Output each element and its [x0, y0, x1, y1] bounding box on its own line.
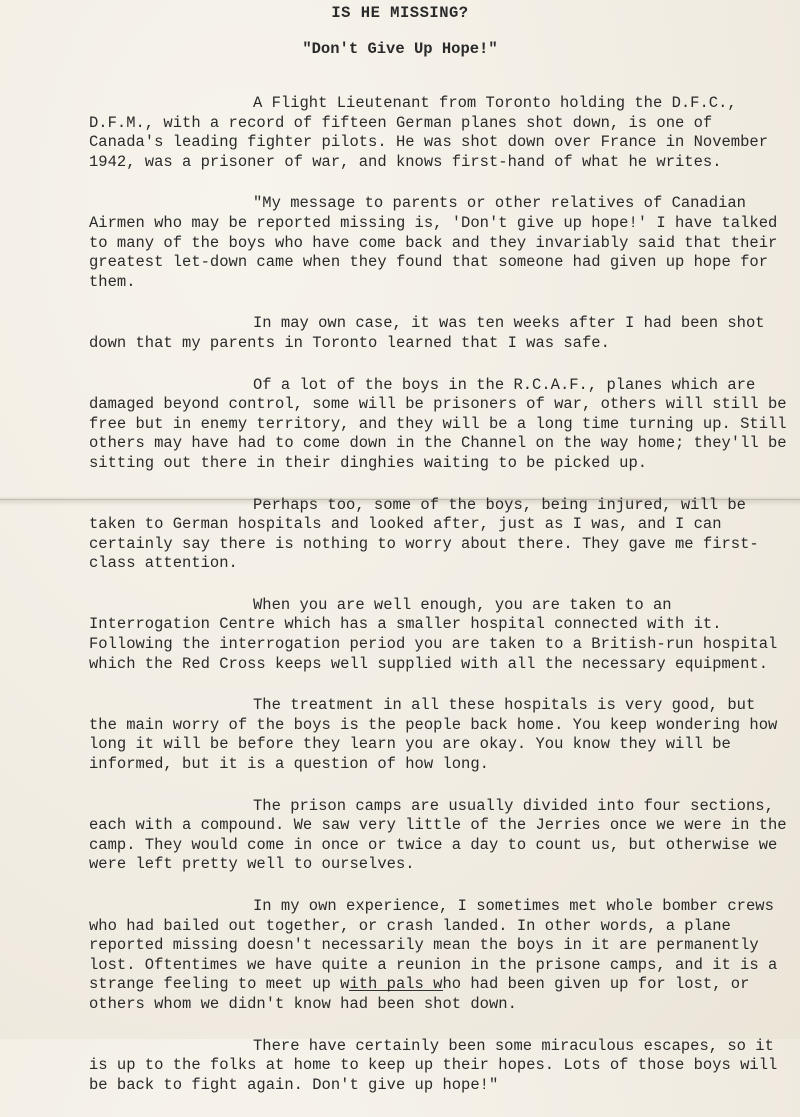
document-body — [89, 94, 789, 1117]
closing-rule-divider — [349, 990, 443, 991]
paragraph-2: "My message to parents or other relatives of Canadian Airmen who may be reported missing is, 'Don't give up hope!' I have talked to many of the boys who have come back and they invariably said that their greatest let-down came when they found that someone had given up hope for them. — [89, 194, 778, 291]
paragraph-3: In may own case, it was ten weeks after I had been shot down that my parents in Toronto learned that I was safe. — [89, 314, 765, 352]
paragraph-6: When you are well enough, you are taken to an Interrogation Centre which has a smaller hospital connected with it. Following the interrogation period you are taken to a British-run hospital which the Red Cross keeps well supplied with all the necessary equipment. — [89, 595, 778, 673]
paragraph-9: In my own experience, I sometimes met whole bomber crews who had bailed out together, or crash landed. In other words, a plane reported missing doesn't necessarily mean the boys in it are permanently lost. Oftentimes we have quite a reunion in the prisone camps, and it is a strange feeling to meet up with pals who had been given up for lost, or others whom we didn't know had been shot down. — [89, 897, 778, 1013]
document-title: IS HE MISSING? — [331, 4, 469, 22]
paragraph-7: The treatment in all these hospitals is very good, but the main worry of the boys is the people back home. You keep wondering how long it will be before they learn you are okay. You know they will be informed, but it is a question of how long. — [89, 696, 778, 774]
paragraph-4: Of a lot of the boys in the R.C.A.F., planes which are damaged beyond control, some will be prisoners of war, others will still be free but in enemy territory, and they will be a long time turning up. Still others may have had to come down in the Channel on the way home; they'll be sitting out there in their dinghies waiting to be picked up. — [89, 375, 787, 472]
paragraph-8: The prison camps are usually divided into four sections, each with a compound. We saw very little of the Jerries once we were in the camp. They would come in once or twice a day to count us, but otherwise we were left pretty well to ourselves. — [89, 796, 787, 874]
paragraph-5: Perhaps too, some of the boys, being injured, will be taken to German hospitals and looked after, just as I was, and I can certainly say there is nothing to worry about there. They gave me first-class attention. — [89, 495, 759, 573]
paragraph-1: A Flight Lieutenant from Toronto holding the D.F.C., D.F.M., with a record of fifteen German planes shot down, is one of Canada's leading fighter pilots. He was shot down over France in November 1942, was a prisoner of war, and knows first-hand of what he writes. — [89, 94, 769, 171]
document-subtitle: "Don't Give Up Hope!" — [302, 40, 498, 58]
paragraph-10: There have certainly been some miraculous escapes, so it is up to the folks at home to keep up their hopes. Lots of those boys will be back to fight again. Don't give up hope!" — [89, 1036, 778, 1094]
